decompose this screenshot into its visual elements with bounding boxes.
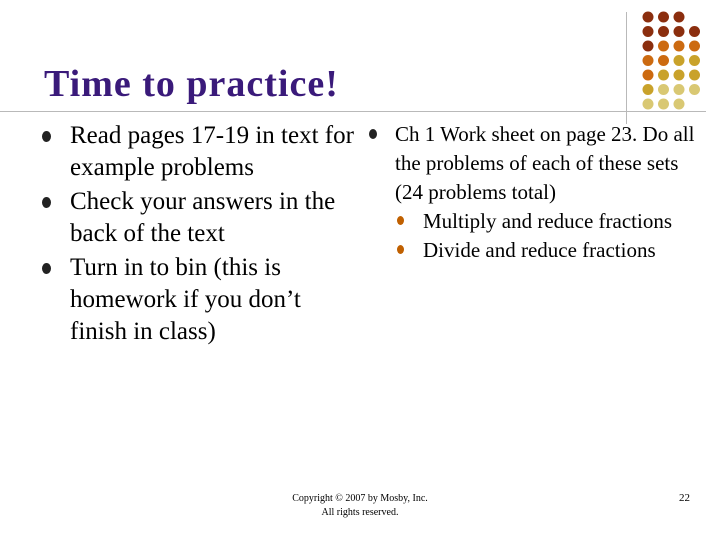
- bullet-item: [40, 186, 360, 250]
- decorative-dot: [674, 41, 685, 52]
- sub-bullet-item: [365, 236, 705, 265]
- decorative-dot: [658, 70, 669, 81]
- bullet-text: Turn in to bin (this is homework if you don’t finish in class): [70, 254, 301, 345]
- decorative-dot: [643, 99, 654, 110]
- sub-bullet-text: Multiply and reduce fractions: [423, 209, 673, 233]
- decorative-dot: [689, 26, 700, 37]
- sub-bullet-dot-icon: [397, 245, 404, 254]
- bullet-dot-icon: [42, 263, 51, 274]
- decorative-dot: [689, 70, 700, 81]
- decorative-dot: [689, 41, 700, 52]
- sub-bullet-item: [365, 207, 705, 236]
- decorative-dot: [643, 84, 654, 95]
- decorative-dot: [658, 12, 669, 23]
- decorative-dot: [658, 84, 669, 95]
- page-number: 22: [679, 492, 690, 504]
- decorative-dot: [643, 26, 654, 37]
- decorative-dot: [658, 41, 669, 52]
- sub-bullet-dot-icon: [397, 216, 404, 225]
- decorative-dot: [643, 70, 654, 81]
- decorative-dot: [643, 12, 654, 23]
- bullet-dot-icon: [42, 131, 51, 142]
- bullet-text: Check your answers in the back of the text: [70, 188, 336, 247]
- decorative-dot: [643, 41, 654, 52]
- bullet-item: [40, 120, 360, 184]
- sub-bullet-text: Divide and reduce fractions: [423, 238, 656, 262]
- horizontal-rule: [0, 111, 706, 112]
- vertical-rule: [626, 12, 627, 124]
- slide-title: Time to practice!: [44, 63, 339, 105]
- decorative-dot: [689, 55, 700, 66]
- decorative-dot: [643, 55, 654, 66]
- bullet-item: [365, 120, 705, 207]
- bullet-item: [40, 252, 360, 348]
- decorative-dot: [674, 99, 685, 110]
- copyright-footer: [260, 492, 460, 520]
- decorative-dot: [674, 70, 685, 81]
- decorative-dot: [658, 99, 669, 110]
- decorative-dot: [658, 26, 669, 37]
- bullet-text: Read pages 17-19 in text for example problems: [70, 122, 354, 181]
- decorative-dot: [674, 12, 685, 23]
- decorative-dot: [674, 84, 685, 95]
- rights-line: All rights reserved.: [321, 507, 399, 518]
- decorative-dot: [674, 55, 685, 66]
- right-column: [365, 120, 705, 265]
- decorative-dot: [674, 26, 685, 37]
- bullet-dot-icon: [369, 129, 377, 139]
- bullet-dot-icon: [42, 197, 51, 208]
- copyright-line: Copyright © 2007 by Mosby, Inc.: [292, 493, 428, 504]
- decorative-dot: [658, 55, 669, 66]
- decorative-dot: [689, 84, 700, 95]
- bullet-text: Ch 1 Work sheet on page 23. Do all the problems of each of these sets (24 problems total): [395, 122, 695, 204]
- left-column: [40, 120, 360, 350]
